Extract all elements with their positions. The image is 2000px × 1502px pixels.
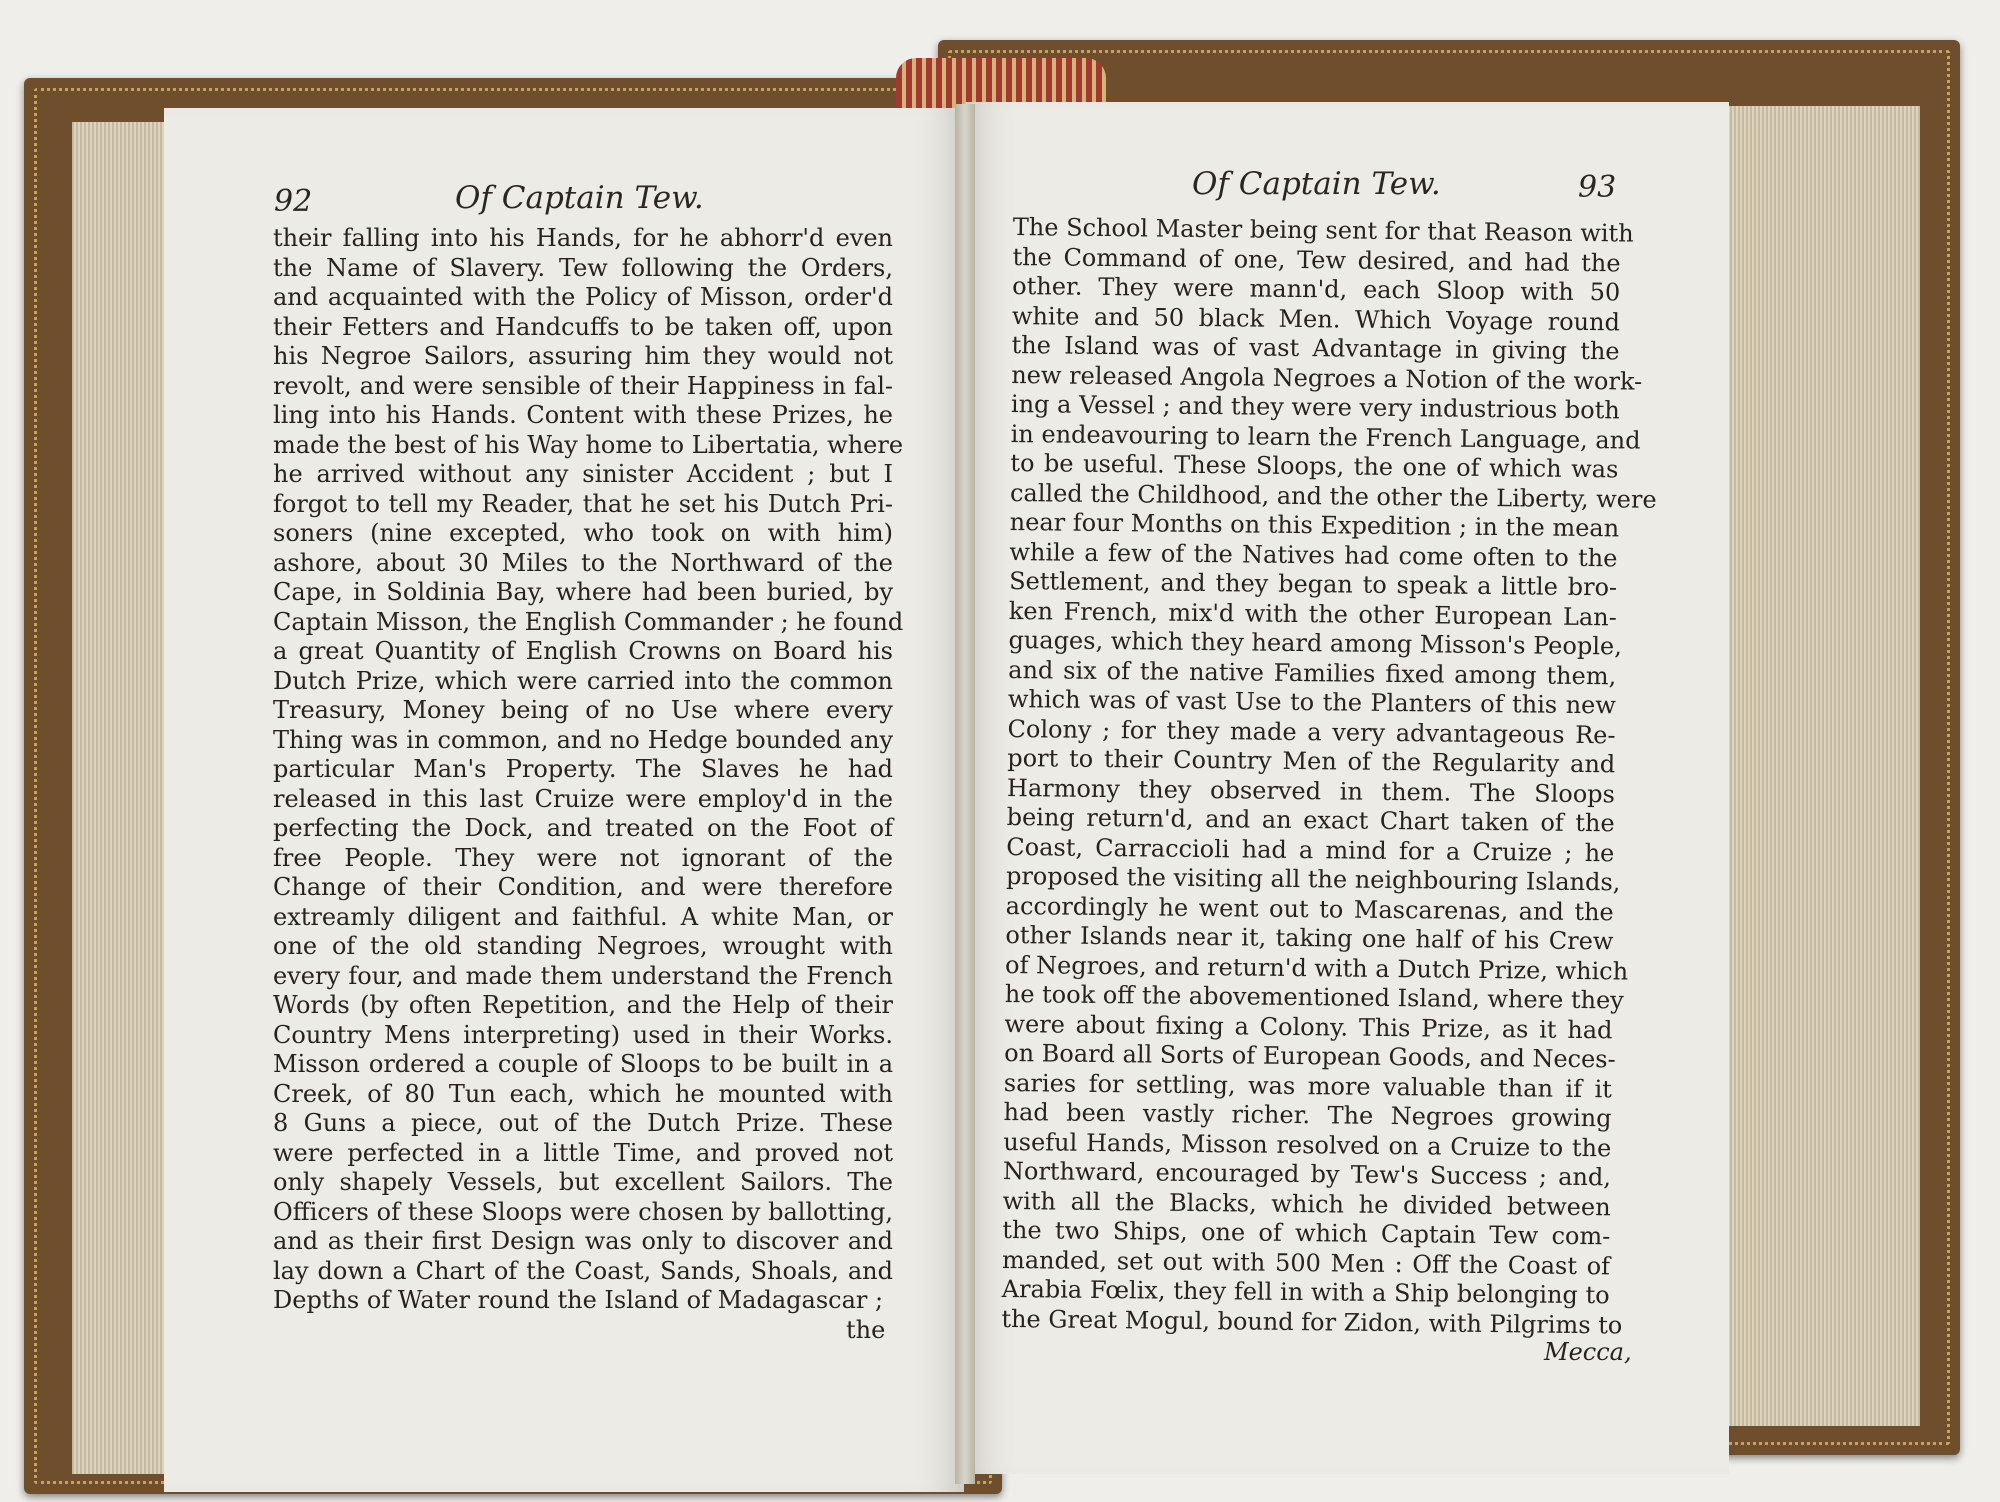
text-line: Misson ordered a couple of Sloops to be built in a [273,1050,893,1078]
text-line: and as their first Design was only to discover and [273,1227,893,1255]
text-line: Change of their Condition, and were therefore [273,873,893,901]
text-line: 8 Guns a piece, out of the Dutch Prize. These [273,1109,893,1137]
text-line: accordingly he went out to Mascarenas, and the [1005,891,1614,926]
text-line: Depths of Water round the Island of Madagascar ; [273,1286,884,1314]
text-line: lay down a Chart of the Coast, Sands, Shoals, and [273,1256,893,1285]
text-line: one of the old standing Negroes, wrought with [273,932,893,960]
text-line: their Fetters and Handcuffs to be taken off, upon [273,312,893,341]
text-line: were perfected in a little Time, and proved not [273,1138,893,1167]
text-line: saries for settling, was more valuable than if it [1003,1068,1613,1103]
right-catchword: Mecca, [1544,1338,1632,1366]
text-line: his Negroe Sailors, assuring him they would not [273,342,893,370]
text-line: port to their Country Men of the Regularity and [1007,743,1616,779]
text-line: in endeavouring to learn the French Language, and [1010,419,1641,455]
text-line: and six of the native Families fixed among them, [1008,655,1617,690]
text-line: Treasury, Money being of no Use where every [273,696,893,724]
text-line: soners (nine excepted, who took on with him) [273,519,893,547]
text-line: called the Childhood, and the other the Liberty, were [1009,478,1657,514]
text-line: Arabia Fœlix, they fell in with a Ship belonging to [1001,1274,1610,1310]
text-line: useful Hands, Misson resolved on a Cruize to the [1003,1127,1612,1162]
text-line: of Negroes, and return'd with a Dutch Prize, which [1004,950,1629,985]
left-page-number: 92 [274,184,313,219]
left-catchword: the [846,1316,886,1344]
text-line: which was of vast Use to the Planters of this new [1007,684,1617,720]
text-line: only shapely Vessels, but excellent Sailors. The [273,1168,893,1196]
text-line: white and 50 black Men. Which Voyage round [1011,301,1621,336]
right-page-number: 93 [1578,170,1617,205]
text-line: he arrived without any sinister Accident ; but I [273,460,893,488]
text-line: new released Angola Negroes a Notion of the work- [1011,360,1643,396]
text-line: Settlement, and they began to speak a little bro- [1008,566,1618,602]
text-line: The School Master being sent for that Reason with [1012,213,1634,248]
text-line: ken French, mix'd with the other European Lan- [1008,596,1617,631]
text-line: the Great Mogul, bound for Zidon, with Pilgrims to [1001,1304,1623,1339]
text-line: Colony ; for they made a very advantageous Re- [1007,714,1616,749]
text-line: Northward, encouraged by Tew's Success ; and, [1002,1156,1612,1192]
text-line: Dutch Prize, which were carried into the common [273,666,893,695]
text-line: manded, set out with 500 Men : Off the Coast of [1001,1245,1611,1280]
text-line: their falling into his Hands, for he abhorr'd even [273,224,893,252]
right-page-edges [1718,106,1920,1426]
text-line: Thing was in common, and no Hedge bounded any [273,725,893,754]
text-line: proposed the visiting all the neighbouring Islands, [1005,861,1621,897]
text-line: particular Man's Property. The Slaves he had [273,755,893,783]
text-line: Captain Misson, the English Commander ; he found [273,607,904,636]
text-line: and acquainted with the Policy of Misson, order'd [273,283,893,311]
gutter [955,104,975,1484]
left-running-head: Of Captain Tew. [455,180,704,216]
text-line: had been vastly richer. The Negroes growing [1003,1097,1612,1133]
text-line: revolt, and were sensible of their Happiness in fal- [273,371,893,400]
text-line: while a few of the Natives had come often to the [1009,537,1618,572]
text-line: made the best of his Way home to Libertatia, where [273,430,904,459]
text-line: every four, and made them understand the French [273,961,893,990]
right-page-text [1001,213,1657,1340]
text-line: near four Months on this Expedition ; in the mean [1009,507,1620,543]
text-line: Creek, of 80 Tun each, which he mounted with [273,1079,893,1108]
text-line: Country Mens interpreting) used in their Works. [273,1020,893,1049]
text-line: the Name of Slavery. Tew following the Orders, [273,253,893,282]
text-line: Harmony they observed in them. The Sloops [1006,773,1616,808]
text-line: perfecting the Dock, and treated on the Foot of [273,814,893,842]
text-line: with all the Blacks, which he divided between [1002,1186,1611,1221]
text-line: being return'd, and an exact Chart taken of the [1006,802,1615,838]
text-line: released in this last Cruize were employ'd in the [273,784,893,813]
text-line: ashore, about 30 Miles to the Northward of the [273,548,893,577]
text-line: the Command of one, Tew desired, and had the [1012,242,1621,277]
text-line: Words (by often Repetition, and the Help of their [273,991,893,1019]
text-line: he took off the abovementioned Island, where they [1004,979,1624,1015]
left-page-text [273,224,904,1316]
text-line: to be useful. These Sloops, the one of which was [1010,448,1619,484]
text-line: extreamly diligent and faithful. A white Man, or [273,902,893,931]
text-line: a great Quantity of English Crowns on Board his [273,637,893,665]
text-line: guages, which they heard among Misson's People, [1008,625,1622,661]
text-line: other Islands near it, taking one half of his Crew [1005,920,1614,956]
text-line: on Board all Sorts of European Goods, and Neces- [1004,1038,1616,1074]
right-running-head: Of Captain Tew. [1192,166,1441,202]
text-line: the Island was of vast Advantage in giving the [1011,330,1620,366]
text-line: Cape, in Soldinia Bay, where had been buried, by [273,578,893,606]
headband [896,58,1106,108]
text-line: other. They were mann'd, each Sloop with 50 [1012,271,1621,307]
text-line: ing a Vessel ; and they were very industrious both [1010,389,1620,425]
text-line: the two Ships, one of which Captain Tew com- [1002,1215,1611,1251]
text-line: Coast, Carraccioli had a mind for a Cruize ; he [1006,832,1615,867]
text-line: free People. They were not ignorant of the [273,843,893,872]
text-line: ling into his Hands. Content with these Prizes, he [273,401,893,429]
text-line: Officers of these Sloops were chosen by ballotting, [273,1197,893,1226]
text-line: were about fixing a Colony. This Prize, as it had [1004,1009,1613,1044]
text-line: forgot to tell my Reader, that he set his Dutch Pri- [273,489,893,518]
